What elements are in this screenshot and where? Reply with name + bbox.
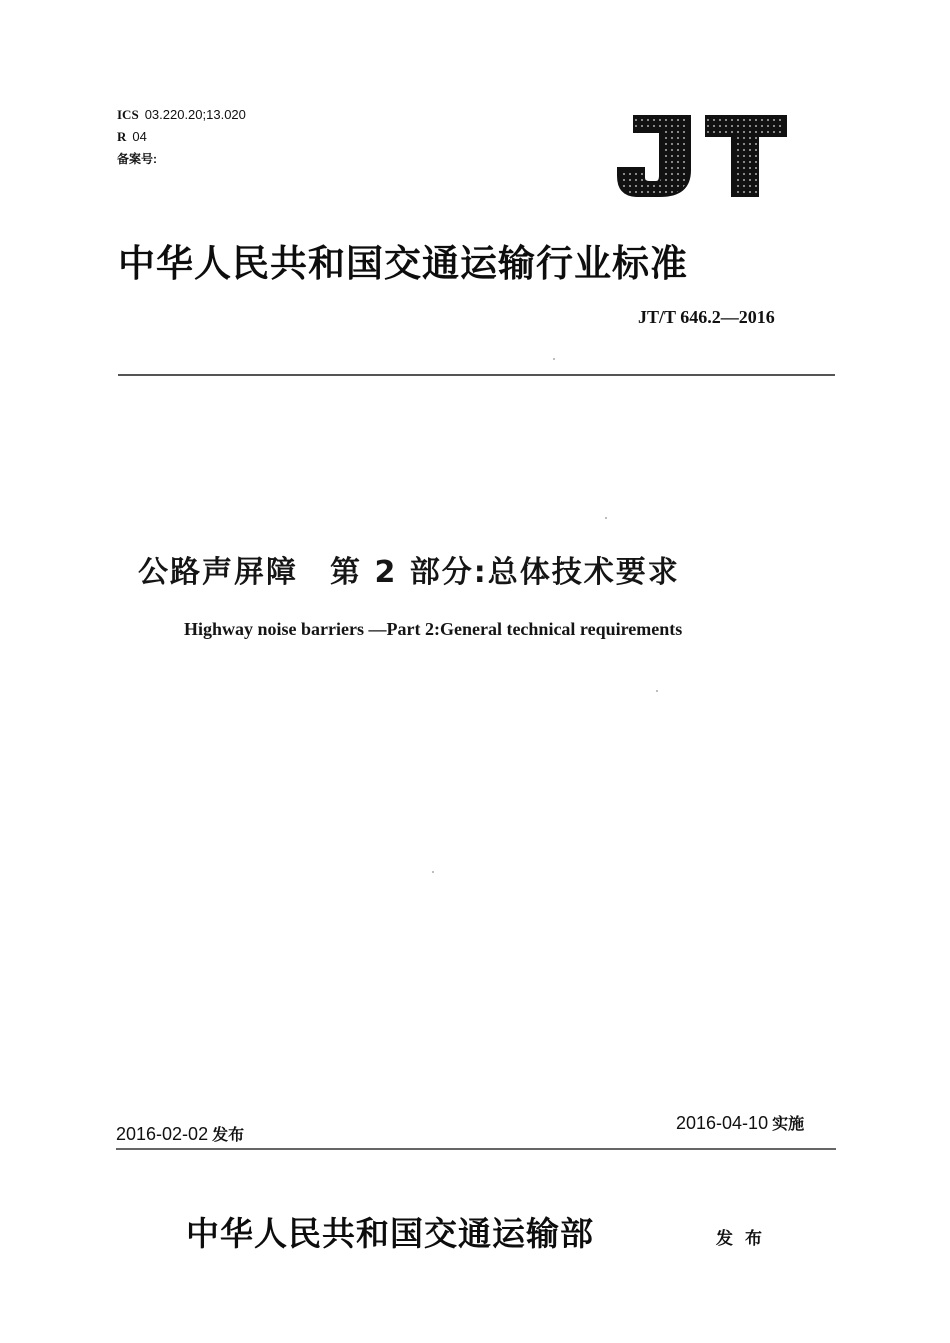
document-title-english: Highway noise barriers —Part 2:General technical requirements: [184, 619, 683, 639]
scan-speck: [605, 517, 607, 519]
jt-standard-logo: [616, 112, 788, 202]
standard-organization-title: 中华人民共和国交通运输行业标准: [118, 241, 688, 285]
issue-date: 2016-02-02: [116, 1124, 209, 1144]
implementation-date: 2016-04-10: [676, 1113, 769, 1133]
scan-speck: [432, 871, 434, 873]
implementation-date-line: [676, 1111, 804, 1134]
record-number-label: 备案号:: [117, 152, 157, 166]
publisher-name: 中华人民共和国交通运输部: [186, 1214, 594, 1253]
logo-text: JT: [616, 112, 617, 113]
document-title-chinese: 公路声屏障 第 2 部分:总体技术要求: [138, 555, 680, 590]
clc-line: [117, 126, 246, 148]
bottom-divider: [116, 1148, 836, 1150]
top-divider: [118, 374, 835, 376]
clc-label: R: [117, 129, 127, 144]
ics-line: [117, 104, 246, 126]
clc-code: 04: [132, 129, 147, 144]
standard-number: JT/T 646.2—2016: [638, 307, 775, 327]
publish-label: 发布: [716, 1229, 774, 1249]
scan-speck: [656, 690, 658, 692]
implementation-label: 实施: [772, 1114, 805, 1133]
issue-date-line: [116, 1122, 244, 1145]
classification-block: [117, 104, 246, 170]
scan-speck: [553, 358, 555, 360]
ics-code: 03.220.20;13.020: [144, 107, 246, 122]
ics-label: ICS: [117, 107, 139, 122]
issue-label: 发布: [212, 1125, 245, 1144]
